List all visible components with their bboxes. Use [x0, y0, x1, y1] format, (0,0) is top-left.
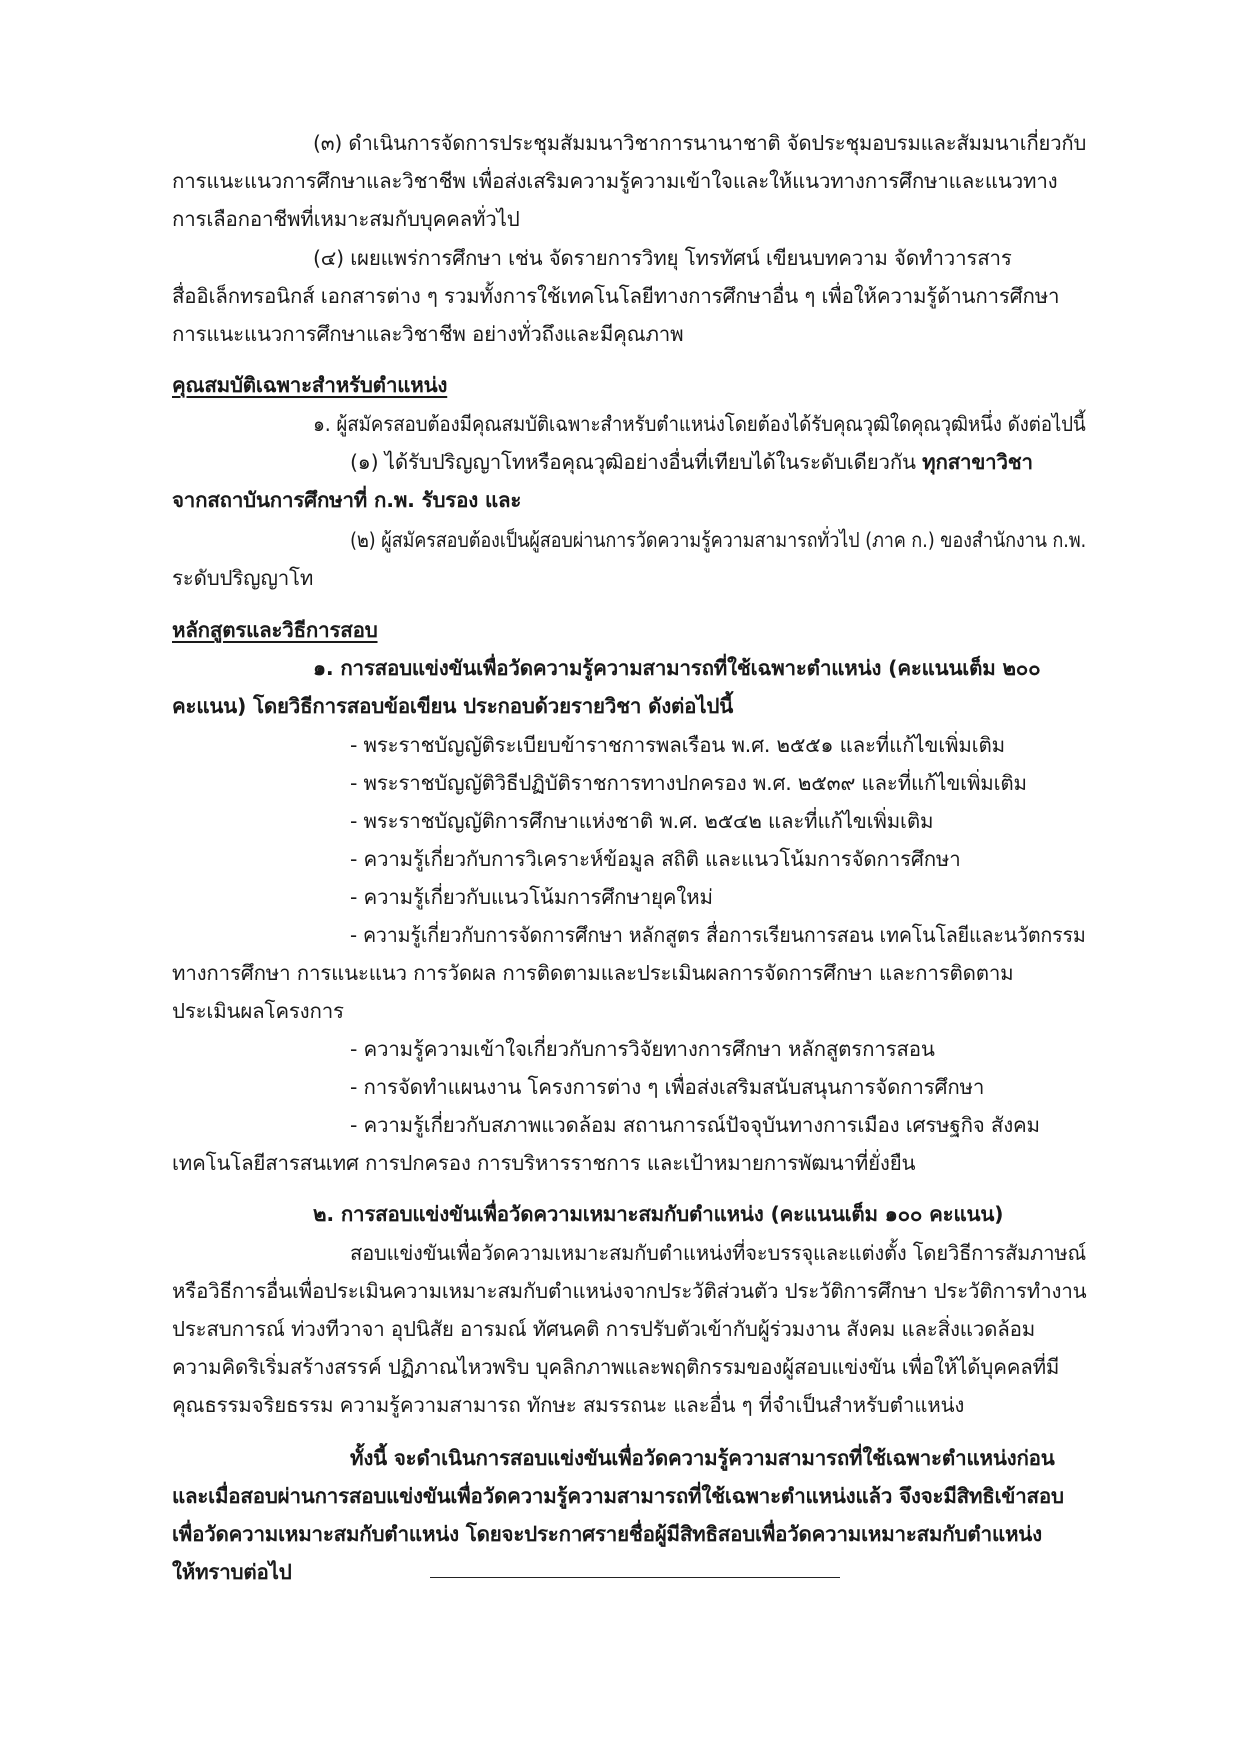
item-3-line-2: การแนะแนวการศึกษาและวิชาชีพ เพื่อส่งเสริมความรู้ความเข้าใจและให้แนวทางการศึกษาและแนวทาง	[172, 169, 1058, 193]
subject-item: - พระราชบัญญัติระเบียบข้าราชการพลเรือน พ.ศ. ๒๕๕๑ และที่แก้ไขเพิ่มเติม	[350, 733, 1005, 757]
subject-item: - พระราชบัญญัติวิธีปฏิบัติราชการทางปกครอง พ.ศ. ๒๕๓๙ และที่แก้ไขเพิ่มเติม	[350, 771, 1027, 795]
qualification-sub-2-line-1: (๒) ผู้สมัครสอบต้องเป็นผู้สอบผ่านการวัดความรู้ความสามารถทั่วไป (ภาค ก.) ของสำนักงาน ก.พ.	[350, 528, 1087, 552]
end-divider	[430, 1577, 840, 1578]
subject-item: - การจัดทำแผนงาน โครงการต่าง ๆ เพื่อส่งเสริมสนับสนุนการจัดการศึกษา	[350, 1075, 985, 1099]
exam-part-2-body-line: สอบแข่งขันเพื่อวัดความเหมาะสมกับตำแหน่งที่จะบรรจุและแต่งตั้ง โดยวิธีการสัมภาษณ์	[350, 1241, 1087, 1265]
closing-line: ทั้งนี้ จะดำเนินการสอบแข่งขันเพื่อวัดความรู้ความสามารถที่ใช้เฉพาะตำแหน่งก่อน	[350, 1446, 1055, 1470]
exam-part-2-body-line: ประสบการณ์ ท่วงทีวาจา อุปนิสัย อารมณ์ ทัศนคติ การปรับตัวเข้ากับผู้ร่วมงาน สังคม และสิ่งแวดล้อม	[172, 1317, 1036, 1341]
exam-heading: หลักสูตรและวิธีการสอบ	[172, 618, 378, 642]
exam-part-2-body-line: คุณธรรมจริยธรรม ความรู้ความสามารถ ทักษะ สมรรถนะ และอื่น ๆ ที่จำเป็นสำหรับตำแหน่ง	[172, 1393, 965, 1417]
item-4-line-1: (๔) เผยแพร่การศึกษา เช่น จัดรายการวิทยุ โทรทัศน์ เขียนบทความ จัดทำวารสาร	[313, 246, 1012, 270]
qualification-sub-1-bold: ทุกสาขาวิชา	[922, 450, 1033, 474]
subject-item: - พระราชบัญญัติการศึกษาแห่งชาติ พ.ศ. ๒๕๔๒ และที่แก้ไขเพิ่มเติม	[350, 809, 934, 833]
closing-line: เพื่อวัดความเหมาะสมกับตำแหน่ง โดยจะประกาศรายชื่อผู้มีสิทธิสอบเพื่อวัดความเหมาะสมกับตำแหน่ง	[172, 1522, 1042, 1546]
qualification-sub-1-text: (๑) ได้รับปริญญาโทหรือคุณวุฒิอย่างอื่นที่เทียบได้ในระดับเดียวกัน	[350, 450, 923, 474]
qualification-sub-2-line-2: ระดับปริญญาโท	[172, 566, 314, 590]
closing-line: และเมื่อสอบผ่านการสอบแข่งขันเพื่อวัดความรู้ความสามารถที่ใช้เฉพาะตำแหน่งแล้ว จึงจะมีสิทธิเข้าสอบ	[172, 1484, 1064, 1508]
item-3-line-3: การเลือกอาชีพที่เหมาะสมกับบุคคลทั่วไป	[172, 207, 520, 231]
subject-item: - ความรู้เกี่ยวกับการวิเคราะห์ข้อมูล สถิติ และแนวโน้มการจัดการศึกษา	[350, 847, 961, 871]
qualification-sub-1-line-2: จากสถาบันการศึกษาที่ ก.พ. รับรอง และ	[172, 488, 522, 512]
qualification-line-1: ๑. ผู้สมัครสอบต้องมีคุณสมบัติเฉพาะสำหรับตำแหน่งโดยต้องได้รับคุณวุฒิใดคุณวุฒิหนึ่ง ดังต่อไปนี้	[313, 412, 1086, 436]
exam-part-1-title-line-1: ๑. การสอบแข่งขันเพื่อวัดความรู้ความสามารถที่ใช้เฉพาะตำแหน่ง (คะแนนเต็ม ๒๐๐	[313, 656, 1041, 680]
closing-line: ให้ทราบต่อไป	[172, 1560, 292, 1584]
subject-item-continued: เทคโนโลยีสารสนเทศ การปกครอง การบริหารราชการ และเป้าหมายการพัฒนาที่ยั่งยืน	[172, 1151, 916, 1175]
subject-item: - ความรู้เกี่ยวกับแนวโน้มการศึกษายุคใหม่	[350, 885, 713, 909]
qualifications-heading: คุณสมบัติเฉพาะสำหรับตำแหน่ง	[172, 373, 448, 397]
subject-item-continued: ทางการศึกษา การแนะแนว การวัดผล การติดตามและประเมินผลการจัดการศึกษา และการติดตาม	[172, 961, 1014, 985]
exam-part-2-body-line: หรือวิธีการอื่นเพื่อประเมินความเหมาะสมกับตำแหน่งจากประวัติส่วนตัว ประวัติการศึกษา ประวัติการทำงาน	[172, 1279, 1087, 1303]
exam-part-2-title: ๒. การสอบแข่งขันเพื่อวัดความเหมาะสมกับตำแหน่ง (คะแนนเต็ม ๑๐๐ คะแนน)	[313, 1202, 1004, 1226]
subject-item: - ความรู้ความเข้าใจเกี่ยวกับการวิจัยทางการศึกษา หลักสูตรการสอน	[350, 1037, 935, 1061]
item-4-line-3: การแนะแนวการศึกษาและวิชาชีพ อย่างทั่วถึงและมีคุณภาพ	[172, 322, 684, 346]
item-3-line-1: (๓) ดำเนินการจัดการประชุมสัมมนาวิชาการนานาชาติ จัดประชุมอบรมและสัมมนาเกี่ยวกับ	[313, 131, 1087, 155]
item-4-line-2: สื่ออิเล็กทรอนิกส์ เอกสารต่าง ๆ รวมทั้งการใช้เทคโนโลยีทางการศึกษาอื่น ๆ เพื่อให้ความรู้ด้านการศึกษา	[172, 284, 1060, 308]
subject-item: - ความรู้เกี่ยวกับสภาพแวดล้อม สถานการณ์ปัจจุบันทางการเมือง เศรษฐกิจ สังคม	[350, 1113, 1040, 1137]
exam-part-1-title-line-2: คะแนน) โดยวิธีการสอบข้อเขียน ประกอบด้วยรายวิชา ดังต่อไปนี้	[172, 694, 734, 718]
exam-part-2-body-line: ความคิดริเริ่มสร้างสรรค์ ปฏิภาณไหวพริบ บุคลิกภาพและพฤติกรรมของผู้สอบแข่งขัน เพื่อให้ได้บุคคลที่มี	[172, 1355, 1060, 1379]
qualification-sub-1	[350, 448, 1033, 476]
subject-item-continued: ประเมินผลโครงการ	[172, 999, 344, 1023]
subject-item: - ความรู้เกี่ยวกับการจัดการศึกษา หลักสูตร สื่อการเรียนการสอน เทคโนโลยีและนวัตกรรม	[350, 923, 1086, 947]
